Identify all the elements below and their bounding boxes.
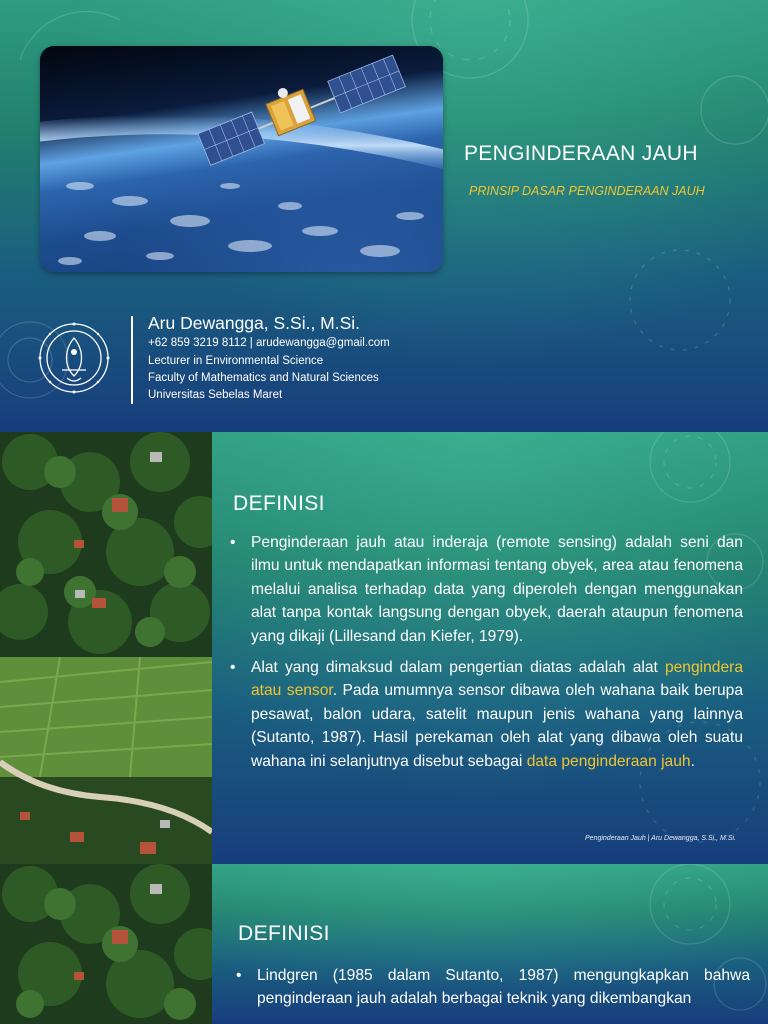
slide-heading: DEFINISI: [238, 922, 330, 945]
bullet-dot: •: [230, 659, 236, 677]
author-university: Universitas Sebelas Maret: [148, 389, 283, 401]
highlight-term: pengindera atau sensor: [251, 659, 743, 700]
definition-slide-2: [0, 864, 768, 1024]
bullet-dot: •: [230, 534, 236, 551]
bullet-text: Alat yang dimaksud dalam pengertian diatas adalah alat: [251, 659, 665, 677]
author-position: Lecturer in Environmental Science: [148, 355, 324, 367]
title-slide: [0, 0, 768, 432]
author-name: Aru Dewangga, S.Si., M.Si.: [148, 313, 361, 333]
aerial-village-image: [0, 864, 212, 1024]
definition-slide: [0, 432, 768, 864]
bullet-item: [230, 656, 743, 773]
author-faculty: Faculty of Mathematics and Natural Sciences: [148, 372, 379, 384]
bullet-text: Penginderaan jauh atau inderaja (remote sensing) adalah seni dan ilmu untuk mendapatkan informasi tentang obyek, area atau fenomena melalui analisa terhadap data yang diperoleh dengan menggunakan alat tanpa kontak langsung dengan obyek, daerah ataupun fenomena yang dikaji (Lillesand dan Kiefer, 1979).: [251, 534, 743, 645]
slide-heading: DEFINISI: [233, 492, 325, 515]
aerial-village-image: [0, 432, 212, 864]
definition-bullet-list: [230, 531, 743, 781]
bullet-text: .: [690, 752, 695, 770]
slide-footer: Penginderaan Jauh | Aru Dewangga, S.Si., M.Si.: [585, 835, 736, 842]
bullet-text: . Pada umumnya sensor dibawa oleh wahana baik berupa pesawat, balon udara, satelit maupun jenis wahana yang lainnya (Sutanto, 1987). Hasil perekaman oleh alat yang dibawa oleh suatu wahana ini selanjutnya disebut sebagai: [251, 682, 743, 770]
bullet-item: [230, 531, 743, 648]
bullet-dot: •: [236, 967, 242, 984]
presentation-subtitle: PRINSIP DASAR PENGINDERAAN JAUH: [469, 184, 705, 198]
author-contact: +62 859 3219 8112 | arudewangga@gmail.com: [148, 337, 390, 349]
presentation-title: PENGINDERAAN JAUH: [464, 142, 698, 165]
university-seal-logo: [34, 318, 114, 398]
bullet-item: [236, 964, 750, 1011]
satellite-hero-image: [40, 46, 443, 272]
definition-bullet-list: [236, 964, 750, 1019]
bullet-text: Lindgren (1985 dalam Sutanto, 1987) mengungkapkan bahwa penginderaan jauh adalah berbagai teknik yang dikembangkan: [257, 967, 750, 1008]
highlight-term: data penginderaan jauh: [526, 752, 691, 770]
author-divider: [131, 316, 133, 404]
